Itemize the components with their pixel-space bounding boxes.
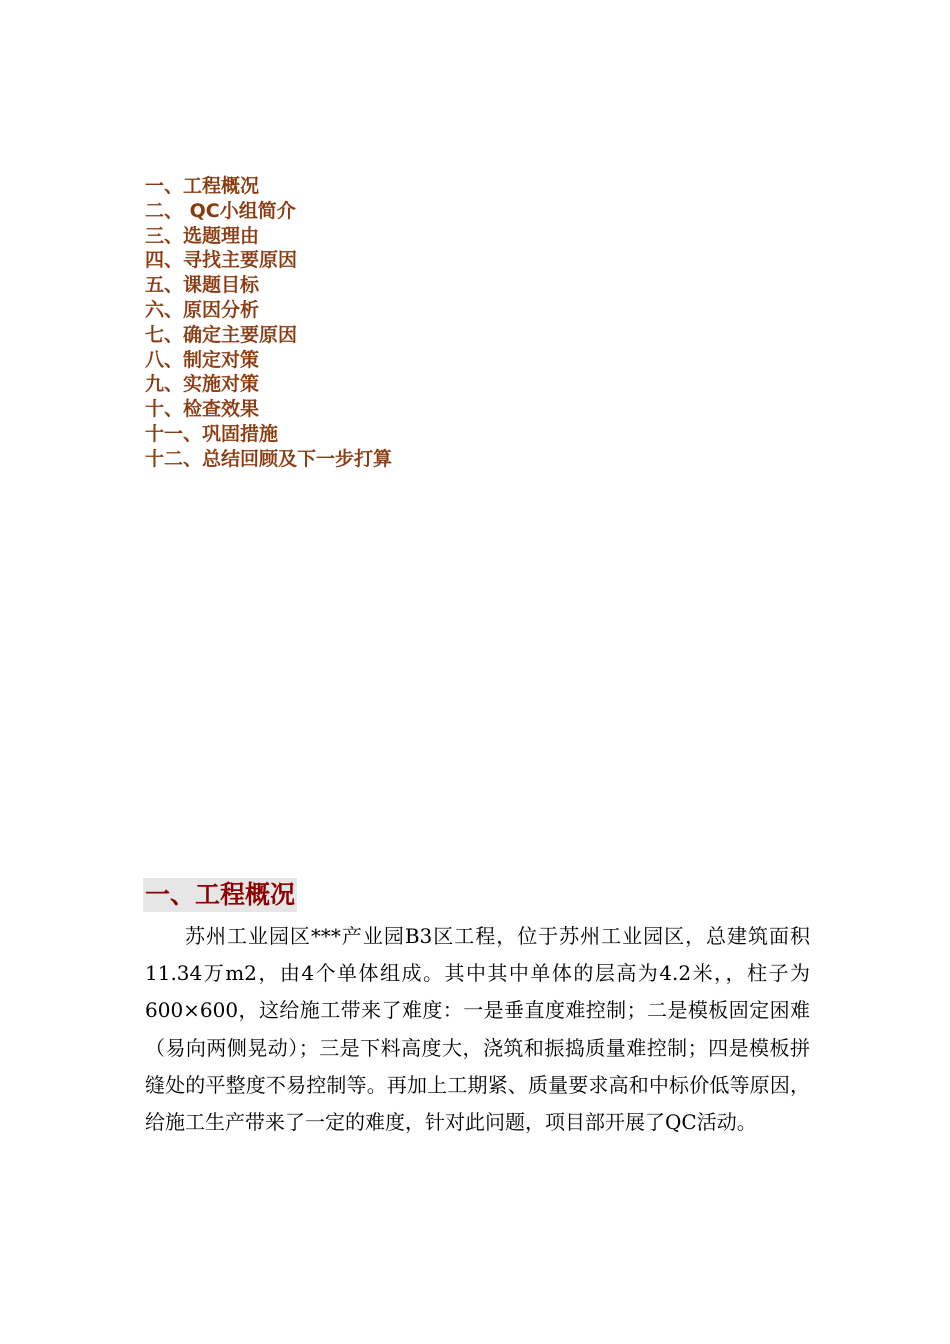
toc-item: 十一、巩固措施 xyxy=(145,422,279,445)
table-of-contents xyxy=(145,174,392,472)
toc-item: 四、寻找主要原因 xyxy=(145,249,298,272)
toc-item: 七、确定主要原因 xyxy=(145,323,298,346)
toc-item: 六、原因分析 xyxy=(145,298,260,321)
toc-item: 一、工程概况 xyxy=(145,175,260,197)
section-heading: 一、工程概况 xyxy=(143,878,297,912)
toc-item: 十、检查效果 xyxy=(145,398,260,421)
toc-item: 五、课题目标 xyxy=(145,274,260,297)
toc-item: 三、选题理由 xyxy=(145,224,260,247)
body-paragraph: 苏州工业园区***产业园B3区工程，位于苏州工业园区，总建筑面积11.34万m2，由4个单体组成。其中其中单体的层高为4.2米，，柱子为600×600，这给施工带来了难度：一是垂直度难控制；二是模板固定困难（易向两侧晃动）；三是下料高度大，浇筑和振捣质量难控制；四是模板拼缝处的平整度不易控制等。再加上工期紧、质量要求高和中标价低等原因，给施工生产带来了一定的难度，针对此问题，项目部开展了QC活动。 xyxy=(145,924,810,1135)
toc-item: 八、制定对策 xyxy=(145,348,260,371)
toc-item: 二、 QC小组简介 xyxy=(145,199,296,222)
toc-item: 九、实施对策 xyxy=(145,373,260,396)
toc-item: 十二、总结回顾及下一步打算 xyxy=(145,447,393,470)
